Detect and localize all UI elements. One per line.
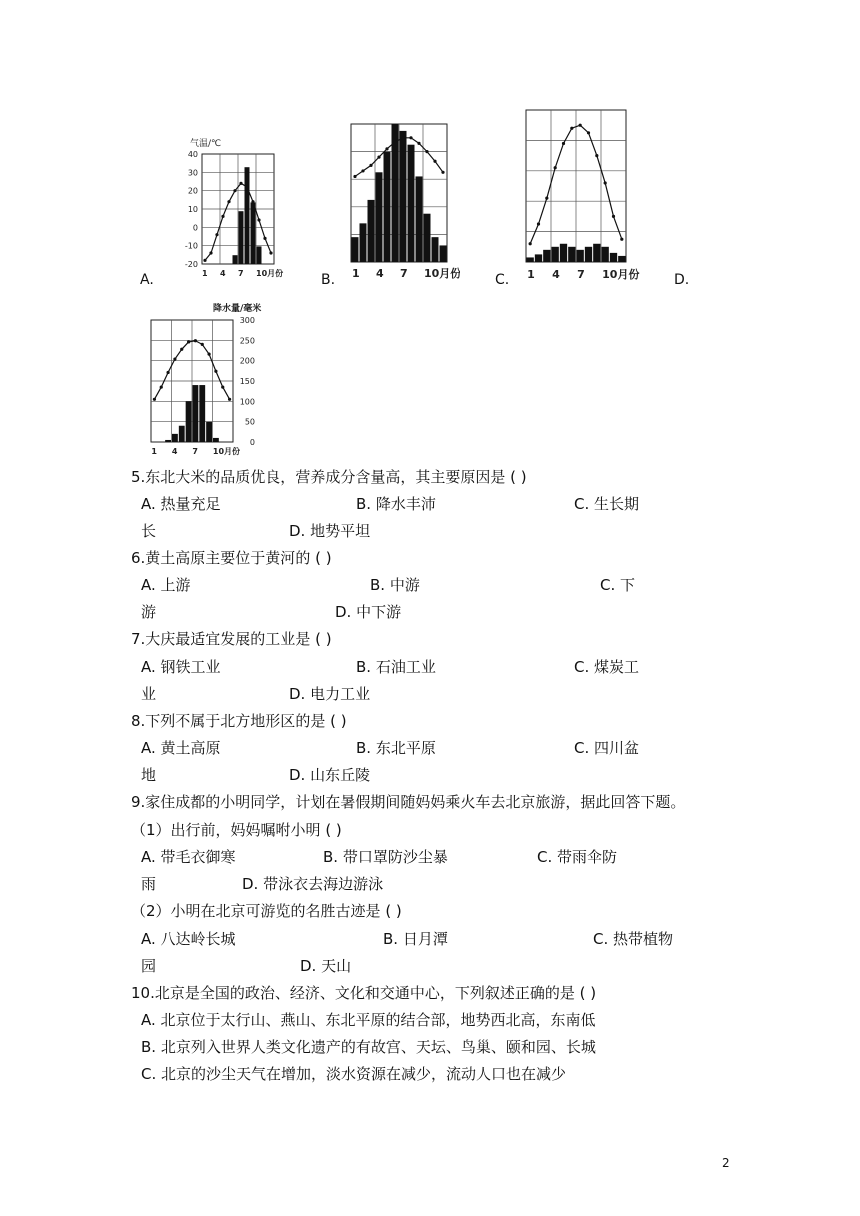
chart-b-precip-bar [424,214,431,262]
chart-b-temp-point [385,147,388,150]
q5-option-a: A. 热量充足 [141,495,221,513]
question-10-stem: 10.北京是全国的政治、经济、文化和交通中心，下列叙述正确的是 ( ) [131,984,597,1002]
chart-a-temp-point [245,185,248,188]
q9-2-option-a: A. 八达岭长城 [141,930,236,948]
question-6-stem: 6.黄土高原主要位于黄河的 ( ) [131,549,332,567]
climate-chart-a [170,134,295,288]
chart-b-temp-point [441,171,444,174]
page-number: 2 [722,1156,730,1170]
chart-c-precip-bar [568,247,575,262]
q9-1-option-d: D. 带泳衣去海边游泳 [242,875,384,893]
chart-d-temp-point [166,371,169,374]
chart-a-temp-point [227,200,230,203]
chart-c-precip-bar [585,247,592,262]
climate-chart-d-svg [145,300,270,460]
q6-option-d: D. 中下游 [335,603,402,621]
climate-chart-d [145,300,270,464]
chart-b-x-tick: 1 [352,267,360,280]
chart-b-precip-bar [408,145,415,262]
chart-a-temp-point [221,215,224,218]
chart-b-temp-point [409,136,412,139]
chart-b-temp-point [369,164,372,167]
q9-2-option-c: C. 热带植物 [593,930,674,948]
chart-a-x-tick: 4 [220,269,226,278]
q7-option-a: A. 钢铁工业 [141,658,221,676]
chart-d-y-tick: 200 [239,356,255,366]
chart-a-x-tick: 10月份 [256,269,284,278]
chart-d-precip-bar [165,440,171,442]
chart-d-precip-bar [199,385,205,442]
chart-a-x-tick: 1 [202,269,208,278]
chart-c-x-tick: 4 [552,268,560,281]
chart-d-temp-point [214,370,217,373]
q8-option-c-wrap: 地 [141,766,157,784]
chart-a-y-tick: 20 [187,186,198,196]
q9-2-option-d: D. 天山 [300,957,352,975]
chart-b-precip-bar [360,223,367,262]
chart-c-x-tick: 1 [527,268,535,281]
chart-d-precip-bar [179,426,185,442]
chart-c-precip-bar [535,254,542,262]
question-5-stem: 5.东北大米的品质优良，营养成分含量高，其主要原因是 ( ) [131,468,527,486]
chart-a-temp-point [239,182,242,185]
q8-option-c: C. 四川盆 [574,739,640,757]
chart-c-precip-bar [618,256,625,262]
chart-d-temp-point [160,386,163,389]
climate-chart-b-svg [345,120,460,285]
chart-c-precip-bar [552,247,559,262]
chart-d-title: 降水量/毫米 [213,304,262,314]
q5-option-c: C. 生长期 [574,495,640,513]
chart-b-precip-bar [352,237,359,262]
chart-c-temp-point [537,222,540,225]
q5-option-d: D. 地势平坦 [289,522,371,540]
chart-c-precip-bar [593,244,600,262]
q6-option-c-wrap: 游 [141,603,157,621]
q5-option-b: B. 降水丰沛 [356,495,436,513]
chart-a-y-tick: 0 [192,223,198,233]
chart-c-temp-point [545,197,548,200]
chart-b-temp-point [377,156,380,159]
chart-a-precip-bar [257,246,262,264]
chart-d-x-tick: 1 [151,447,157,456]
chart-a-temp-point [233,189,236,192]
chart-c-temp-point [579,124,582,127]
q10-option-a: A. 北京位于太行山、燕山、东北平原的结合部，地势西北高，东南低 [141,1011,596,1029]
chart-c-temp-point [595,154,598,157]
chart-d-temp-point [201,343,204,346]
chart-b-precip-bar [384,152,391,262]
chart-a-temp-point [215,233,218,236]
chart-b-x-tick: 4 [376,267,384,280]
q9-2-option-c-wrap: 园 [141,957,157,975]
option-letter-c: C. [495,272,510,288]
chart-d-x-tick: 10月份 [212,447,241,456]
chart-b-temp-point [393,140,396,143]
q9-1-option-c: C. 带雨伞防 [537,848,618,866]
chart-a-temp-point [269,251,272,254]
chart-c-temp-point [554,166,557,169]
q9-1-option-b: B. 带口罩防沙尘暴 [323,848,448,866]
chart-a-temp-point [203,259,206,262]
chart-d-precip-bar [206,422,212,442]
chart-a-precip-bar [251,202,256,264]
chart-a-precip-bar [245,167,250,264]
chart-c-temp-point [529,242,532,245]
chart-a-temp-point [209,251,212,254]
chart-d-temp-point [153,398,156,401]
chart-a-y-tick: -20 [184,260,198,269]
q7-option-d: D. 电力工业 [289,685,371,703]
chart-c-temp-point [612,215,615,218]
q7-option-c-wrap: 业 [141,685,157,703]
q6-option-c: C. 下 [600,576,636,594]
question-9-stem: 9.家住成都的小明同学，计划在暑假期间随妈妈乘火车去北京旅游，据此回答下题。 [131,793,686,811]
chart-b-precip-bar [376,172,383,262]
chart-c-temp-point [562,142,565,145]
q8-option-d: D. 山东丘陵 [289,766,371,784]
q7-option-b: B. 石油工业 [356,658,436,676]
chart-b-temp-point [425,150,428,153]
chart-d-precip-bar [186,401,192,442]
chart-a-y-tick: 40 [187,150,198,159]
chart-c-precip-bar [560,244,567,262]
chart-d-x-tick: 7 [192,447,198,456]
chart-d-temp-point [228,398,231,401]
q7-option-c: C. 煤炭工 [574,658,640,676]
chart-d-y-tick: 0 [249,438,255,447]
chart-c-x-tick: 10月份 [602,268,640,281]
chart-d-temp-point [207,353,210,356]
q5-option-c-wrap: 长 [141,522,157,540]
q6-option-b: B. 中游 [370,576,420,594]
option-letter-d: D. [674,272,690,288]
chart-d-precip-bar [213,438,219,442]
chart-c-x-tick: 7 [577,268,585,281]
chart-c-temp-point [587,131,590,134]
chart-d-temp-point [180,348,183,351]
chart-a-title: 气温/℃ [190,139,222,149]
climate-chart-c [520,106,650,290]
chart-d-y-tick: 250 [239,336,255,346]
option-letter-a: A. [140,272,154,288]
chart-b-precip-bar [416,176,423,262]
chart-a-y-tick: 10 [187,205,198,214]
chart-d-x-tick: 4 [171,447,178,456]
climate-chart-b [345,120,460,289]
chart-b-precip-bar [400,131,407,262]
chart-b-temp-point [417,142,420,145]
chart-c-precip-bar [527,257,534,262]
chart-b-x-tick: 10月份 [424,267,460,280]
chart-c-temp-point [570,127,573,130]
chart-a-precip-bar [239,211,244,264]
chart-a-y-tick: -10 [184,241,198,251]
chart-d-precip-bar [193,385,199,442]
chart-a-temp-point [257,218,260,221]
question-9-1-stem: （1）出行前，妈妈嘱咐小明 ( ) [131,821,342,839]
climate-chart-a-svg [170,134,295,284]
chart-c-precip-bar [577,250,584,262]
chart-b-precip-bar [368,200,375,262]
chart-a-temp-point [263,237,266,240]
q8-option-b: B. 东北平原 [356,739,436,757]
question-7-stem: 7.大庆最适宜发展的工业是 ( ) [131,630,332,648]
q8-option-a: A. 黄土高原 [141,739,221,757]
q9-1-option-a: A. 带毛衣御寒 [141,848,236,866]
chart-d-y-tick: 150 [239,377,255,386]
question-8-stem: 8.下列不属于北方地形区的是 ( ) [131,712,347,730]
chart-c-precip-bar [602,247,609,262]
chart-a-precip-bar [233,255,238,264]
chart-d-precip-bar [172,434,178,442]
chart-d-temp-point [187,340,190,343]
q6-option-a: A. 上游 [141,576,191,594]
chart-a-y-tick: 30 [187,168,198,178]
chart-b-precip-bar [432,237,439,262]
q10-option-b: B. 北京列入世界人类文化遗产的有故宫、天坛、鸟巢、颐和园、长城 [141,1038,596,1056]
question-9-2-stem: （2）小明在北京可游览的名胜古迹是 ( ) [131,902,402,920]
chart-c-precip-bar [610,253,617,262]
option-letter-b: B. [321,272,336,288]
chart-d-temp-point [194,339,197,342]
chart-b-temp-point [401,136,404,139]
chart-b-temp-point [353,175,356,178]
chart-b-x-tick: 7 [400,267,408,280]
chart-c-temp-point [620,238,623,241]
chart-d-y-tick: 100 [239,397,255,407]
chart-c-precip-bar [543,250,550,262]
chart-d-temp-point [221,386,224,389]
q9-1-option-c-wrap: 雨 [141,875,157,893]
chart-a-x-tick: 7 [238,269,244,278]
q9-2-option-b: B. 日月潭 [383,930,448,948]
chart-a-temp-point [251,200,254,203]
chart-d-y-tick: 300 [239,316,255,325]
chart-d-temp-point [173,357,176,360]
chart-b-temp-point [433,160,436,163]
q10-option-c: C. 北京的沙尘天气在增加，淡水资源在减少，流动人口也在减少 [141,1065,567,1083]
chart-b-precip-bar [440,245,447,262]
chart-c-temp-point [604,181,607,184]
climate-chart-c-svg [520,106,650,286]
chart-b-temp-point [361,169,364,172]
chart-d-y-tick: 50 [244,417,255,427]
